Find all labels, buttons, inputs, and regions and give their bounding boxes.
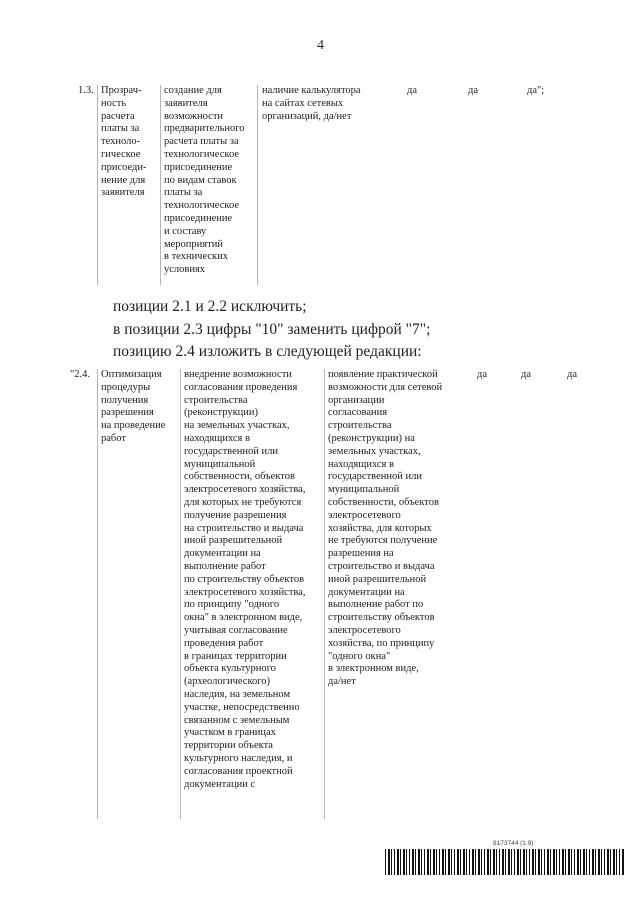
row-2-4-number: "2.4. [70,369,91,380]
row-1-3-number: 1.3. [78,85,94,96]
row-1-3-indicator: наличие калькулятора на сайтах сетевых организаций, да/нет [262,85,361,122]
row-2-4-value-2: да [521,369,532,380]
row-1-3-name: Прозрач- ность расчета платы за техноло- гическое присоеди- нение для заявителя [101,85,147,199]
barcode [385,849,625,875]
instruction-line-1: позиции 2.1 и 2.2 исключить; [113,298,307,315]
row-2-4-indicator: появление практической возможности для сетевой организации согласования строительства (реконструкции) на земельных участках, находящихся в государственной или муниципальной собственности, объектов электросетевого хозяйства, для которых не требуются получение разрешения на строительство и выдача иной разрешительной документации на выполнение работ по строительству объектов электросетевого хозяйства, по принципу "одного окна" в электронном виде, да/нет [328,369,443,688]
row-2-4-value-3: да [567,369,578,380]
row-1-3-value-3: да"; [527,85,545,96]
column-divider [180,369,181,819]
row-2-4-measure: внедрение возможности согласования проведения строительства (реконструкции) на земельных участках, находящихся в государственной или муниципальной собственности, объектов электросетевого хозяйства, для которых не требуются получение разрешения на строительство и выдача иной разрешительной документации на выполнение работ по строительству объектов электросетевого хозяйства, по принципу "одного окна" в электронном виде, учитывая согласование проведения работ в границах территории объекта культурного (археологического) наследия, на земельном участке, непосредственно связанном с земельным участком в границах территории объекта культурного наследия, и согласования проектной документации с [184,369,306,790]
column-divider [324,369,325,819]
row-1-3-value-2: да [468,85,479,96]
page-number: 4 [317,38,324,53]
document-id: 8173744 (1.9) [493,840,534,847]
column-divider [160,85,161,285]
row-2-4-value-1: да [477,369,488,380]
row-2-4-name: Оптимизация процедуры получения разрешения на проведение работ [101,369,166,444]
column-divider [97,369,98,819]
instruction-line-3: позицию 2.4 изложить в следующей редакции: [113,343,422,360]
row-1-3-measure: создание для заявителя возможности предварительного расчета платы за технологическое присоединение по видам ставок платы за технологическое присоединение и составу мероприятий в технических условиях [164,85,245,276]
instruction-line-2: в позиции 2.3 цифры "10" заменить цифрой "7"; [113,321,431,338]
column-divider [257,85,258,285]
column-divider [97,85,98,285]
row-1-3-value-1: да [407,85,418,96]
